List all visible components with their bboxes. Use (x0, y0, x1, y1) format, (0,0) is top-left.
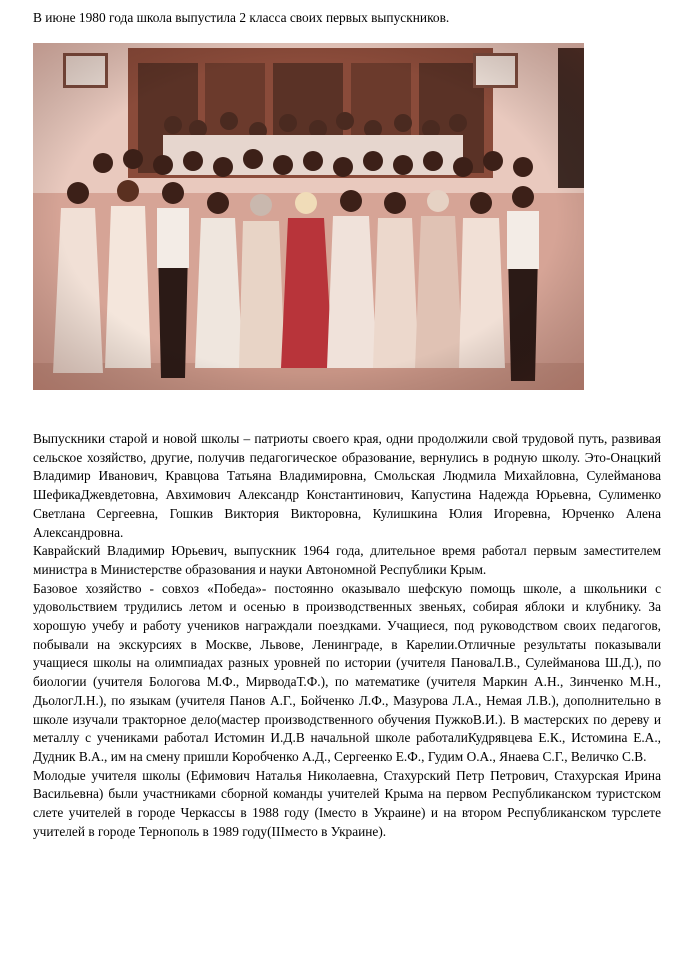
intro-line: В июне 1980 года школа выпустила 2 класса своих первых выпускников. (33, 10, 450, 25)
paragraph-kavraysky: Каврайский Владимир Юрьевич, выпускник 1964 года, длительное время работал первым заместителем министра в Министерстве образования и науки Автономной Республики Крым. (33, 543, 661, 577)
document-body (33, 430, 661, 841)
paragraph-graduates: Выпускники старой и новой школы – патриоты своего края, одни продолжили свой трудовой путь, развивая сельское хозяйство, другие, получив педагогическое образование, вернулись в родную школу. Это-Онацкий Владимир Иванович, Кравцова Татьяна Владимировна, Смольская Людмила Михайловна, Сулейманова ШефикаДжевдетовна, Авхимович Александр Константинович, Капустина Надежда Юрьевна, Сулименко Светлана Сергеевна, Гошкив Виктория Викторовна, Кулишкина Юлия Игоревна, Юрченко Алена Александровна. (33, 431, 661, 540)
class-group-photo (33, 43, 584, 390)
paragraph-young-teachers: Молодые учителя школы (Ефимович Наталья Николаевна, Стахурский Петр Петрович, Стахурская Ирина Васильевна) были участниками сборной команды учителей Крыма на первом Республиканском туристском слете учителей в городе Черкассы в 1988 году (Iместо в Украине) и на втором Республиканском турслете учителей в городе Тернополь в 1989 году(IIIместо в Украине). (33, 767, 661, 839)
paragraph-sovkhoz: Базовое хозяйство - совхоз «Победа»- постоянно оказывало шефскую помощь школе, а школьники с удовольствием трудились летом и осенью в производственных звеньях, собирая яблоки и клубнику. За хорошую учебу и работу учеников награждали поездками. Учащиеся, под руководством своих педагогов, побывали на экскурсиях в Москве, Львове, Ленинграде, в Карелии.Отличные результаты показывали учащиеся школы на олимпиадах разных уровней по истории (учителя ПановаЛ.В., Сулейманова Ш.Д.), по биологии (учителя Бологова М.Ф., МирводаТ.Ф.), по математике (учителя Маркин А.Н., Зинченко М.Н., ДьологЛ.Н.), по языкам (учителя Панов А.Г., Бойченко Л.Ф., Мазурова Л.А., Немая Л.В.), дополнительно в школе изучали тракторное дело(мастер производственного обучения ПужкоВ.И.). В мастерских по дереву и металлу с учениками работал Истомин И.Д.В начальной школе работалиКудрявцева Е.К., Истомина Е.А., Дудник В.А., им на смену пришли Коробченко А.Д., Сергеенко Е.Ф., Гудим О.А., Янаева С.Г., Величко С.В. (33, 580, 661, 764)
